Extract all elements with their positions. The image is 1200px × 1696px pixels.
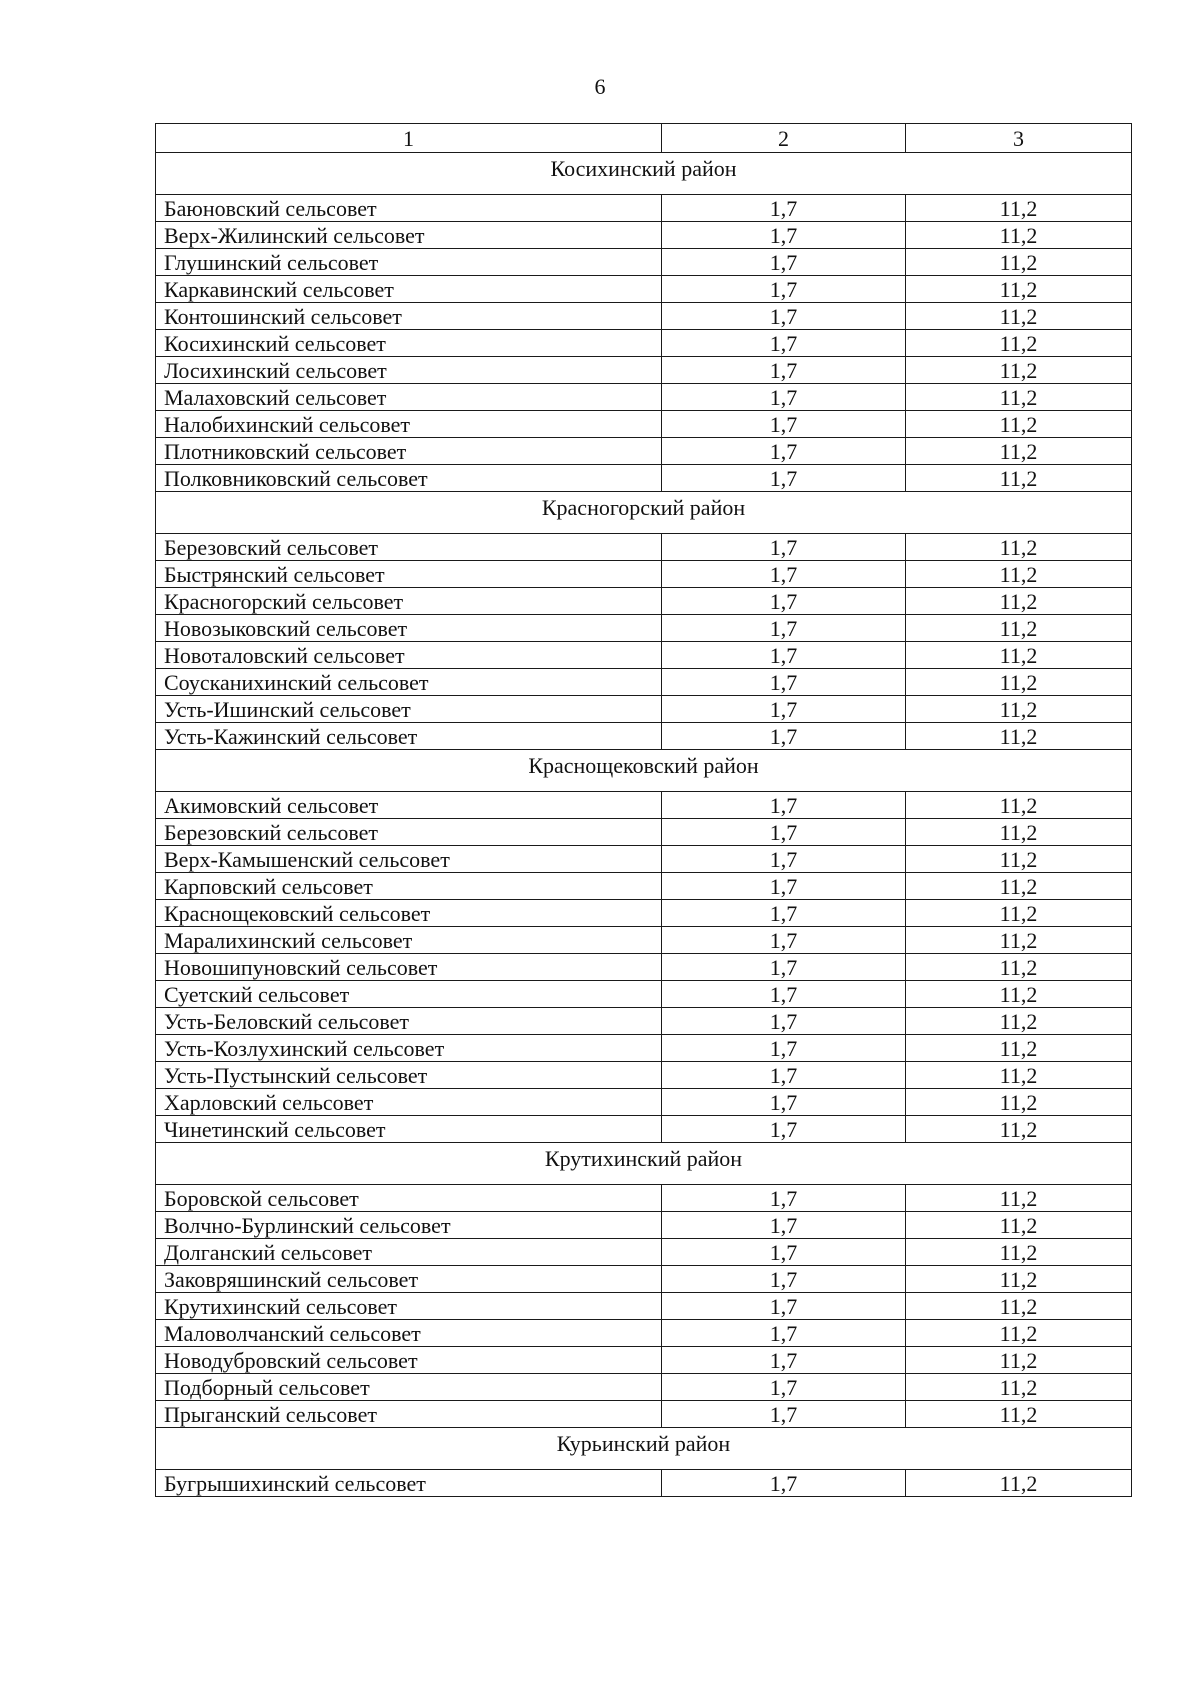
value-col2-cell: 1,7 — [662, 1470, 906, 1497]
table-row — [156, 330, 1132, 357]
table-row — [156, 195, 1132, 222]
value-col2-cell: 1,7 — [662, 1116, 906, 1143]
value-col2-cell: 1,7 — [662, 303, 906, 330]
settlement-name-cell: Маловолчанский сельсовет — [156, 1320, 662, 1347]
table-row — [156, 1089, 1132, 1116]
table-row — [156, 357, 1132, 384]
district-name: Косихинский район — [156, 153, 1132, 195]
value-col2-cell: 1,7 — [662, 195, 906, 222]
district-name: Краснощековский район — [156, 750, 1132, 792]
data-table — [155, 123, 1132, 1497]
value-col3-cell: 11,2 — [906, 357, 1132, 384]
table-row — [156, 588, 1132, 615]
table-row — [156, 819, 1132, 846]
district-header-row — [156, 1428, 1132, 1470]
settlement-name-cell: Красногорский сельсовет — [156, 588, 662, 615]
value-col3-cell: 11,2 — [906, 900, 1132, 927]
settlement-name-cell: Усть-Ишинский сельсовет — [156, 696, 662, 723]
value-col3-cell: 11,2 — [906, 873, 1132, 900]
value-col3-cell: 11,2 — [906, 384, 1132, 411]
settlement-name-cell: Заковряшинский сельсовет — [156, 1266, 662, 1293]
table-row — [156, 1374, 1132, 1401]
table-row — [156, 873, 1132, 900]
value-col2-cell: 1,7 — [662, 330, 906, 357]
settlement-name-cell: Полковниковский сельсовет — [156, 465, 662, 492]
table-row — [156, 1035, 1132, 1062]
settlement-name-cell: Быстрянский сельсовет — [156, 561, 662, 588]
value-col2-cell: 1,7 — [662, 411, 906, 438]
value-col2-cell: 1,7 — [662, 954, 906, 981]
page-number: 6 — [594, 74, 606, 99]
settlement-name-cell: Новошипуновский сельсовет — [156, 954, 662, 981]
table-row — [156, 1347, 1132, 1374]
table-row — [156, 438, 1132, 465]
value-col3-cell: 11,2 — [906, 954, 1132, 981]
value-col3-cell: 11,2 — [906, 411, 1132, 438]
value-col2-cell: 1,7 — [662, 357, 906, 384]
district-header-row — [156, 492, 1132, 534]
district-header-row — [156, 750, 1132, 792]
settlement-name-cell: Крутихинский сельсовет — [156, 1293, 662, 1320]
value-col2-cell: 1,7 — [662, 1008, 906, 1035]
value-col3-cell: 11,2 — [906, 249, 1132, 276]
settlement-name-cell: Чинетинский сельсовет — [156, 1116, 662, 1143]
settlement-name-cell: Подборный сельсовет — [156, 1374, 662, 1401]
table-row — [156, 846, 1132, 873]
value-col3-cell: 11,2 — [906, 696, 1132, 723]
settlement-name-cell: Карповский сельсовет — [156, 873, 662, 900]
value-col3-cell: 11,2 — [906, 927, 1132, 954]
value-col2-cell: 1,7 — [662, 669, 906, 696]
value-col2-cell: 1,7 — [662, 792, 906, 819]
district-name: Курьинский район — [156, 1428, 1132, 1470]
settlement-name-cell: Усть-Беловский сельсовет — [156, 1008, 662, 1035]
value-col3-cell: 11,2 — [906, 792, 1132, 819]
value-col2-cell: 1,7 — [662, 561, 906, 588]
table-row — [156, 900, 1132, 927]
value-col3-cell: 11,2 — [906, 303, 1132, 330]
settlement-name-cell: Глушинский сельсовет — [156, 249, 662, 276]
table-row — [156, 792, 1132, 819]
value-col3-cell: 11,2 — [906, 1116, 1132, 1143]
value-col3-cell: 11,2 — [906, 669, 1132, 696]
value-col2-cell: 1,7 — [662, 900, 906, 927]
settlement-name-cell: Бугрышихинский сельсовет — [156, 1470, 662, 1497]
value-col3-cell: 11,2 — [906, 330, 1132, 357]
value-col2-cell: 1,7 — [662, 1320, 906, 1347]
column-number-2: 2 — [662, 124, 906, 153]
settlement-name-cell: Березовский сельсовет — [156, 819, 662, 846]
settlement-name-cell: Боровской сельсовет — [156, 1185, 662, 1212]
column-number-row — [156, 124, 1132, 153]
value-col2-cell: 1,7 — [662, 642, 906, 669]
district-header-row — [156, 153, 1132, 195]
table-row — [156, 1320, 1132, 1347]
value-col2-cell: 1,7 — [662, 927, 906, 954]
value-col3-cell: 11,2 — [906, 723, 1132, 750]
table-row — [156, 249, 1132, 276]
table-body — [156, 124, 1132, 1497]
district-header-row — [156, 1143, 1132, 1185]
table-row — [156, 411, 1132, 438]
value-col2-cell: 1,7 — [662, 465, 906, 492]
value-col3-cell: 11,2 — [906, 1239, 1132, 1266]
value-col2-cell: 1,7 — [662, 534, 906, 561]
table-row — [156, 981, 1132, 1008]
table-row — [156, 642, 1132, 669]
value-col2-cell: 1,7 — [662, 1089, 906, 1116]
settlement-name-cell: Плотниковский сельсовет — [156, 438, 662, 465]
table-row — [156, 723, 1132, 750]
value-col2-cell: 1,7 — [662, 384, 906, 411]
settlement-name-cell: Волчно-Бурлинский сельсовет — [156, 1212, 662, 1239]
value-col3-cell: 11,2 — [906, 561, 1132, 588]
table-row — [156, 303, 1132, 330]
value-col2-cell: 1,7 — [662, 1347, 906, 1374]
settlement-name-cell: Контошинский сельсовет — [156, 303, 662, 330]
value-col3-cell: 11,2 — [906, 1089, 1132, 1116]
value-col3-cell: 11,2 — [906, 1266, 1132, 1293]
settlement-name-cell: Каркавинский сельсовет — [156, 276, 662, 303]
settlement-name-cell: Маралихинский сельсовет — [156, 927, 662, 954]
value-col2-cell: 1,7 — [662, 1035, 906, 1062]
value-col2-cell: 1,7 — [662, 615, 906, 642]
value-col3-cell: 11,2 — [906, 1320, 1132, 1347]
value-col3-cell: 11,2 — [906, 642, 1132, 669]
value-col3-cell: 11,2 — [906, 1062, 1132, 1089]
table-row — [156, 954, 1132, 981]
value-col3-cell: 11,2 — [906, 1470, 1132, 1497]
table-row — [156, 222, 1132, 249]
table-row — [156, 669, 1132, 696]
settlement-name-cell: Верх-Камышенский сельсовет — [156, 846, 662, 873]
value-col3-cell: 11,2 — [906, 222, 1132, 249]
value-col3-cell: 11,2 — [906, 1212, 1132, 1239]
value-col2-cell: 1,7 — [662, 1293, 906, 1320]
settlement-name-cell: Верх-Жилинский сельсовет — [156, 222, 662, 249]
settlement-name-cell: Усть-Пустынский сельсовет — [156, 1062, 662, 1089]
settlement-name-cell: Косихинский сельсовет — [156, 330, 662, 357]
value-col3-cell: 11,2 — [906, 1293, 1132, 1320]
table-row — [156, 534, 1132, 561]
settlement-name-cell: Лосихинский сельсовет — [156, 357, 662, 384]
value-col3-cell: 11,2 — [906, 1185, 1132, 1212]
column-number-3: 3 — [906, 124, 1132, 153]
value-col2-cell: 1,7 — [662, 1185, 906, 1212]
value-col2-cell: 1,7 — [662, 276, 906, 303]
value-col3-cell: 11,2 — [906, 981, 1132, 1008]
value-col2-cell: 1,7 — [662, 1239, 906, 1266]
value-col3-cell: 11,2 — [906, 1374, 1132, 1401]
value-col2-cell: 1,7 — [662, 1401, 906, 1428]
settlement-name-cell: Усть-Кажинский сельсовет — [156, 723, 662, 750]
value-col2-cell: 1,7 — [662, 873, 906, 900]
value-col2-cell: 1,7 — [662, 819, 906, 846]
value-col2-cell: 1,7 — [662, 696, 906, 723]
table-row — [156, 1185, 1132, 1212]
value-col2-cell: 1,7 — [662, 1062, 906, 1089]
value-col3-cell: 11,2 — [906, 819, 1132, 846]
table-row — [156, 1266, 1132, 1293]
value-col2-cell: 1,7 — [662, 1374, 906, 1401]
value-col3-cell: 11,2 — [906, 588, 1132, 615]
value-col3-cell: 11,2 — [906, 1035, 1132, 1062]
value-col3-cell: 11,2 — [906, 534, 1132, 561]
settlement-name-cell: Новодубровский сельсовет — [156, 1347, 662, 1374]
value-col3-cell: 11,2 — [906, 1347, 1132, 1374]
settlement-name-cell: Новозыковский сельсовет — [156, 615, 662, 642]
value-col2-cell: 1,7 — [662, 846, 906, 873]
value-col2-cell: 1,7 — [662, 723, 906, 750]
value-col3-cell: 11,2 — [906, 1401, 1132, 1428]
table-row — [156, 561, 1132, 588]
value-col3-cell: 11,2 — [906, 1008, 1132, 1035]
settlement-name-cell: Новоталовский сельсовет — [156, 642, 662, 669]
settlement-name-cell: Краснощековский сельсовет — [156, 900, 662, 927]
district-name: Крутихинский район — [156, 1143, 1132, 1185]
table-row — [156, 1116, 1132, 1143]
value-col3-cell: 11,2 — [906, 195, 1132, 222]
table-row — [156, 696, 1132, 723]
table-row — [156, 927, 1132, 954]
value-col3-cell: 11,2 — [906, 276, 1132, 303]
table-row — [156, 1062, 1132, 1089]
value-col2-cell: 1,7 — [662, 222, 906, 249]
value-col2-cell: 1,7 — [662, 1266, 906, 1293]
settlement-name-cell: Прыганский сельсовет — [156, 1401, 662, 1428]
table-row — [156, 1239, 1132, 1266]
settlement-name-cell: Долганский сельсовет — [156, 1239, 662, 1266]
settlement-name-cell: Усть-Козлухинский сельсовет — [156, 1035, 662, 1062]
table-row — [156, 276, 1132, 303]
table-row — [156, 465, 1132, 492]
value-col2-cell: 1,7 — [662, 981, 906, 1008]
value-col3-cell: 11,2 — [906, 615, 1132, 642]
value-col2-cell: 1,7 — [662, 1212, 906, 1239]
value-col2-cell: 1,7 — [662, 588, 906, 615]
settlement-name-cell: Соусканихинский сельсовет — [156, 669, 662, 696]
settlement-name-cell: Малаховский сельсовет — [156, 384, 662, 411]
table-row — [156, 1212, 1132, 1239]
district-name: Красногорский район — [156, 492, 1132, 534]
settlement-name-cell: Суетский сельсовет — [156, 981, 662, 1008]
value-col3-cell: 11,2 — [906, 465, 1132, 492]
settlement-name-cell: Харловский сельсовет — [156, 1089, 662, 1116]
table-row — [156, 1293, 1132, 1320]
value-col3-cell: 11,2 — [906, 438, 1132, 465]
table-row — [156, 615, 1132, 642]
settlement-name-cell: Акимовский сельсовет — [156, 792, 662, 819]
settlement-name-cell: Баюновский сельсовет — [156, 195, 662, 222]
table-row — [156, 1008, 1132, 1035]
value-col3-cell: 11,2 — [906, 846, 1132, 873]
value-col2-cell: 1,7 — [662, 249, 906, 276]
settlement-name-cell: Налобихинский сельсовет — [156, 411, 662, 438]
table-row — [156, 1401, 1132, 1428]
value-col2-cell: 1,7 — [662, 438, 906, 465]
column-number-1: 1 — [156, 124, 662, 153]
table-row — [156, 1470, 1132, 1497]
table-row — [156, 384, 1132, 411]
settlement-name-cell: Березовский сельсовет — [156, 534, 662, 561]
